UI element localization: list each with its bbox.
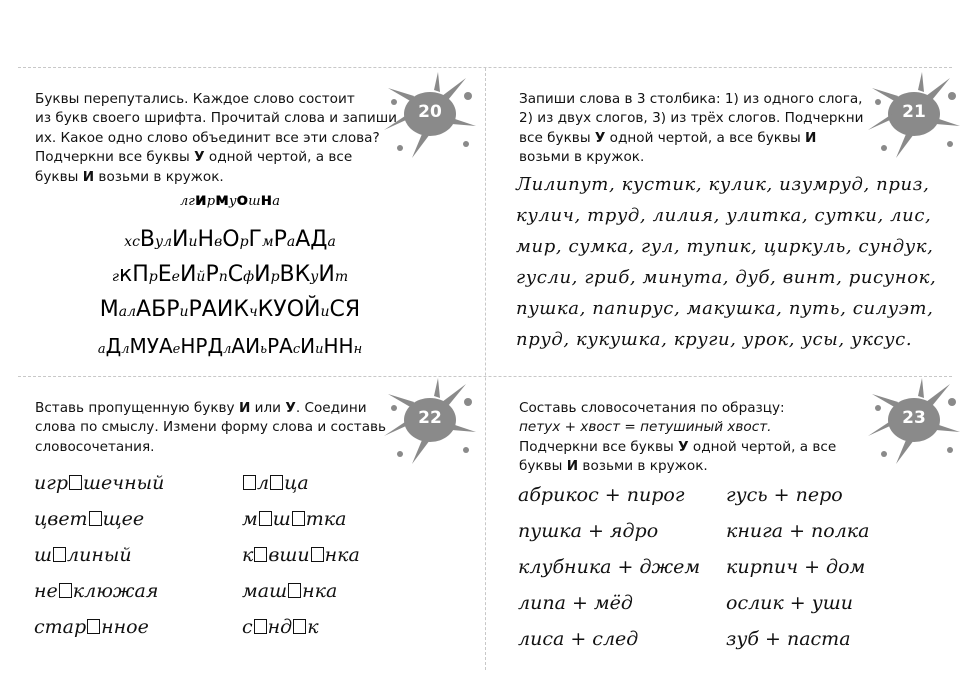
- scrambled-letter: О: [222, 227, 240, 252]
- scrambled-letter: р: [239, 234, 249, 250]
- scrambled-letter: Д: [310, 227, 328, 252]
- instruction-line: [35, 90, 397, 109]
- word-pair: пушка + ядро: [518, 520, 659, 542]
- word-part: тка: [305, 508, 347, 530]
- instruction-text: буквы: [519, 458, 567, 475]
- instruction-line: [35, 399, 386, 418]
- scrambled-letter: Н: [180, 334, 196, 358]
- instruction-text: И: [566, 458, 579, 475]
- scrambled-letter: И: [254, 262, 271, 287]
- instruction-text: У: [194, 149, 205, 166]
- instruction-text: И: [805, 129, 817, 146]
- scrambled-letter: р: [270, 269, 280, 285]
- scrambled-letter: П: [132, 262, 149, 287]
- scrambled-letter: л: [179, 194, 189, 209]
- scrambled-letter: Н: [338, 334, 354, 358]
- scrambled-letter: л: [121, 342, 130, 357]
- missing-letter-box[interactable]: [59, 583, 72, 598]
- scrambled-letter: и: [315, 342, 324, 357]
- scrambled-letter: Р: [166, 297, 180, 322]
- scrambled-letter: л: [223, 342, 232, 357]
- task-22-badge: [382, 378, 478, 468]
- missing-letter-box[interactable]: [293, 619, 306, 634]
- scrambled-letter: и: [194, 190, 207, 210]
- scrambled-letter: и: [188, 234, 198, 250]
- instruction-text: одной чертой, а все: [688, 438, 837, 455]
- word-pair: книга + полка: [726, 520, 870, 542]
- instruction-line: [35, 438, 386, 457]
- instruction-text: У: [285, 400, 296, 416]
- word-part: щее: [102, 508, 145, 530]
- scrambled-letter: А: [201, 297, 217, 322]
- word-part: ш: [34, 544, 52, 566]
- scrambled-letter: р: [206, 194, 216, 209]
- scrambled-word: [30, 297, 430, 322]
- instruction-text: Запиши слова в 3 столбика: 1) из одного слога,: [519, 91, 863, 107]
- scrambled-letter: н: [260, 190, 273, 210]
- instruction-line: [519, 418, 836, 437]
- scrambled-letter: а: [272, 194, 281, 209]
- instruction-line: [35, 129, 397, 148]
- scrambled-letter: ь: [260, 342, 268, 357]
- instruction-line: [519, 148, 864, 167]
- scrambled-letter: Г: [248, 227, 262, 252]
- scrambled-letter: Р: [273, 227, 287, 252]
- scrambled-letter: Р: [195, 334, 208, 358]
- missing-letter-box[interactable]: [53, 547, 66, 562]
- missing-letter-box[interactable]: [69, 475, 82, 490]
- scrambled-letter: А: [279, 334, 293, 358]
- task-21-badge: [866, 72, 962, 162]
- scrambled-letter: а: [118, 304, 128, 320]
- scrambled-letter: Н: [323, 334, 339, 358]
- scrambled-letter: у: [155, 234, 164, 250]
- scrambled-letter: е: [171, 269, 180, 285]
- instruction-line: [519, 129, 864, 148]
- word-pair: клубника + джем: [518, 556, 701, 578]
- scrambled-letter: М: [99, 297, 119, 322]
- task-20-instruction: [35, 90, 397, 187]
- scrambled-word: [30, 334, 430, 358]
- scrambled-letter: К: [294, 262, 311, 287]
- cut-line-vertical: [485, 68, 486, 670]
- fill-word: [242, 616, 319, 638]
- word-part: м: [242, 508, 258, 530]
- missing-letter-box[interactable]: [288, 583, 301, 598]
- scrambled-letter: Р: [205, 262, 219, 287]
- cursive-line: пушка, папирус, макушка, путь, силуэт,: [516, 298, 934, 319]
- missing-letter-box[interactable]: [243, 475, 256, 490]
- scrambled-letter: п: [218, 269, 228, 285]
- scrambled-letter: е: [172, 342, 181, 357]
- instruction-text: возьми в кружок.: [519, 149, 645, 166]
- scrambled-letter: ш: [248, 194, 261, 209]
- scrambled-word: [30, 190, 430, 210]
- scrambled-letter: н: [353, 342, 363, 357]
- word-part: вши: [268, 544, 310, 566]
- scrambled-letter: Й: [304, 297, 321, 322]
- word-part: цвет: [34, 508, 88, 530]
- scrambled-word: [30, 227, 430, 252]
- instruction-text: Подчеркни все буквы: [35, 149, 195, 166]
- instruction-line: [519, 457, 836, 476]
- instruction-line: [35, 168, 397, 187]
- cursive-line: кулич, труд, лилия, улитка, сутки, лис,: [516, 205, 932, 226]
- scrambled-letter: у: [228, 194, 237, 209]
- missing-letter-box[interactable]: [87, 619, 100, 634]
- instruction-line: [519, 399, 836, 418]
- instruction-text: петух + хвост = петушиный хвост.: [519, 419, 772, 436]
- instruction-text: И: [238, 400, 251, 416]
- word-pair: зуб + паста: [726, 628, 851, 650]
- task-number: 22: [418, 408, 442, 428]
- word-part: с: [242, 616, 253, 638]
- missing-letter-box[interactable]: [292, 511, 305, 526]
- word-pair: гусь + перо: [726, 484, 843, 506]
- task-23-instruction: [519, 399, 836, 477]
- word-part: шечный: [83, 472, 165, 494]
- word-part: нное: [101, 616, 149, 638]
- missing-letter-box[interactable]: [89, 511, 102, 526]
- word-part: стар: [34, 616, 87, 638]
- scrambled-letter: В: [139, 227, 155, 252]
- word-part: игр: [34, 472, 69, 494]
- instruction-text: Вставь пропущенную букву: [35, 400, 239, 416]
- scrambled-letter: Е: [157, 262, 172, 287]
- task-21-instruction: [519, 90, 864, 168]
- instruction-text: Буквы перепутались. Каждое слово состоит: [35, 91, 355, 107]
- instruction-text: Подчеркни все буквы: [519, 438, 679, 455]
- instruction-text: 2) из двух слогов, 3) из трёх слогов. Подчеркни: [519, 110, 864, 127]
- scrambled-letter: м: [261, 234, 274, 250]
- word-part: л: [257, 472, 270, 494]
- instruction-text: У: [678, 438, 689, 455]
- missing-letter-box[interactable]: [311, 547, 324, 562]
- missing-letter-box[interactable]: [270, 475, 283, 490]
- instruction-text: Составь словосочетания по образцу:: [519, 400, 785, 416]
- scrambled-word: [30, 262, 430, 287]
- scrambled-letter: с: [132, 234, 140, 250]
- scrambled-letter: А: [136, 297, 152, 322]
- instruction-text: возьми в кружок.: [578, 458, 708, 475]
- scrambled-letter: С: [227, 262, 244, 287]
- instruction-text: одной чертой, а все буквы: [605, 129, 806, 146]
- cursive-line: Лилипут, кустик, кулик, изумруд, приз,: [516, 174, 930, 195]
- scrambled-letter: Б: [151, 297, 167, 322]
- instruction-text: . Соедини: [295, 400, 367, 416]
- word-part: не: [34, 580, 58, 602]
- fill-word: [242, 508, 346, 530]
- scrambled-letter: Р: [267, 334, 280, 358]
- instruction-line: [519, 109, 864, 128]
- task-23-badge: [866, 378, 962, 468]
- word-part: нка: [324, 544, 360, 566]
- scrambled-letter: И: [318, 262, 335, 287]
- scrambled-letter: У: [273, 297, 287, 322]
- scrambled-letter: к: [118, 262, 133, 287]
- scrambled-letter: А: [231, 334, 246, 358]
- scrambled-letter: Р: [188, 297, 202, 322]
- cursive-line: гусли, гриб, минута, дуб, винт, рисунок,: [516, 267, 937, 288]
- instruction-line: [35, 148, 397, 167]
- scrambled-letter: о: [236, 190, 249, 210]
- scrambled-letter: И: [172, 227, 189, 252]
- task-22-instruction: [35, 399, 386, 457]
- scrambled-letter: И: [300, 334, 316, 358]
- instruction-line: [35, 109, 397, 128]
- word-part: к: [307, 616, 319, 638]
- scrambled-letter: Н: [197, 227, 215, 252]
- scrambled-letter: с: [292, 342, 301, 357]
- missing-letter-box[interactable]: [254, 547, 267, 562]
- instruction-line: [519, 438, 836, 457]
- scrambled-letter: л: [163, 234, 173, 250]
- word-pair: лиса + след: [518, 628, 639, 650]
- scrambled-letter: а: [97, 342, 106, 357]
- instruction-line: [519, 90, 864, 109]
- fill-word: [34, 508, 144, 530]
- fill-word: [242, 544, 360, 566]
- word-part: ш: [272, 508, 291, 530]
- scrambled-letter: В: [279, 262, 295, 287]
- task-number: 21: [902, 102, 926, 122]
- scrambled-letter: К: [257, 297, 274, 322]
- fill-word: [34, 616, 149, 638]
- scrambled-letter: А: [295, 227, 311, 252]
- instruction-text: У: [594, 129, 606, 146]
- scrambled-letter: х: [124, 234, 133, 250]
- task-number: 20: [418, 102, 442, 122]
- scrambled-letter: И: [245, 334, 261, 358]
- scrambled-letter: л: [127, 304, 137, 320]
- cursive-line: пруд, кукушка, круги, урок, усы, уксус.: [516, 329, 913, 350]
- scrambled-letter: а: [286, 234, 296, 250]
- word-part: клюжая: [72, 580, 159, 602]
- scrambled-letter: г: [188, 194, 195, 209]
- scrambled-letter: и: [320, 304, 330, 320]
- fill-word: [34, 544, 132, 566]
- word-part: линый: [67, 544, 132, 566]
- scrambled-letter: Я: [344, 297, 361, 322]
- word-pair: кирпич + дом: [726, 556, 866, 578]
- instruction-text: буквы: [35, 168, 83, 185]
- instruction-text: их. Какое одно слово объединит все эти слова?: [35, 129, 380, 146]
- scrambled-letter: И: [216, 297, 234, 322]
- scrambled-letter: г: [111, 269, 119, 285]
- scrambled-letter: И: [179, 262, 197, 287]
- fill-word: [242, 580, 337, 602]
- fill-word: [34, 472, 164, 494]
- instruction-text: из букв своего шрифта. Прочитай слова и запиши: [35, 110, 398, 127]
- missing-letter-box[interactable]: [259, 511, 272, 526]
- scrambled-letter: М: [129, 334, 147, 358]
- instruction-text: слова по смыслу. Измени форму слова и составь: [35, 419, 387, 436]
- word-part: нка: [302, 580, 338, 602]
- word-part: к: [242, 544, 254, 566]
- scrambled-letter: А: [158, 334, 173, 358]
- instruction-text: возьми в кружок.: [94, 168, 224, 185]
- fill-word: [242, 472, 309, 494]
- scrambled-letter: ч: [248, 304, 258, 320]
- scrambled-letter: м: [215, 190, 229, 210]
- cursive-line: мир, сумка, гул, тупик, циркуль, сундук,: [516, 236, 934, 257]
- instruction-text: И: [82, 168, 95, 185]
- scrambled-letter: в: [214, 234, 223, 250]
- instruction-text: или: [250, 400, 286, 416]
- scrambled-letter: р: [148, 269, 158, 285]
- word-pair: абрикос + пирог: [518, 484, 685, 506]
- scrambled-letter: й: [196, 269, 206, 285]
- scrambled-letter: т: [334, 269, 349, 285]
- missing-letter-box[interactable]: [254, 619, 267, 634]
- scrambled-letter: О: [286, 297, 305, 322]
- scrambled-letter: ф: [243, 269, 255, 285]
- instruction-text: словосочетания.: [35, 438, 155, 455]
- scrambled-letter: К: [233, 297, 249, 322]
- scrambled-letter: Д: [207, 334, 224, 358]
- task-number: 23: [902, 408, 926, 428]
- scrambled-letter: У: [146, 334, 159, 358]
- word-part: ца: [284, 472, 309, 494]
- scrambled-letter: и: [179, 304, 189, 320]
- scrambled-letter: Д: [105, 334, 122, 358]
- instruction-text: все буквы: [519, 129, 595, 146]
- scrambled-letter: а: [327, 234, 336, 250]
- word-pair: липа + мёд: [518, 592, 633, 614]
- instruction-line: [35, 418, 386, 437]
- scrambled-letter: С: [329, 297, 345, 322]
- scrambled-letter: у: [310, 269, 319, 285]
- word-part: маш: [242, 580, 288, 602]
- fill-word: [34, 580, 158, 602]
- word-pair: ослик + уши: [726, 592, 854, 614]
- word-part: нд: [267, 616, 293, 638]
- instruction-text: одной чертой, а все: [204, 149, 353, 166]
